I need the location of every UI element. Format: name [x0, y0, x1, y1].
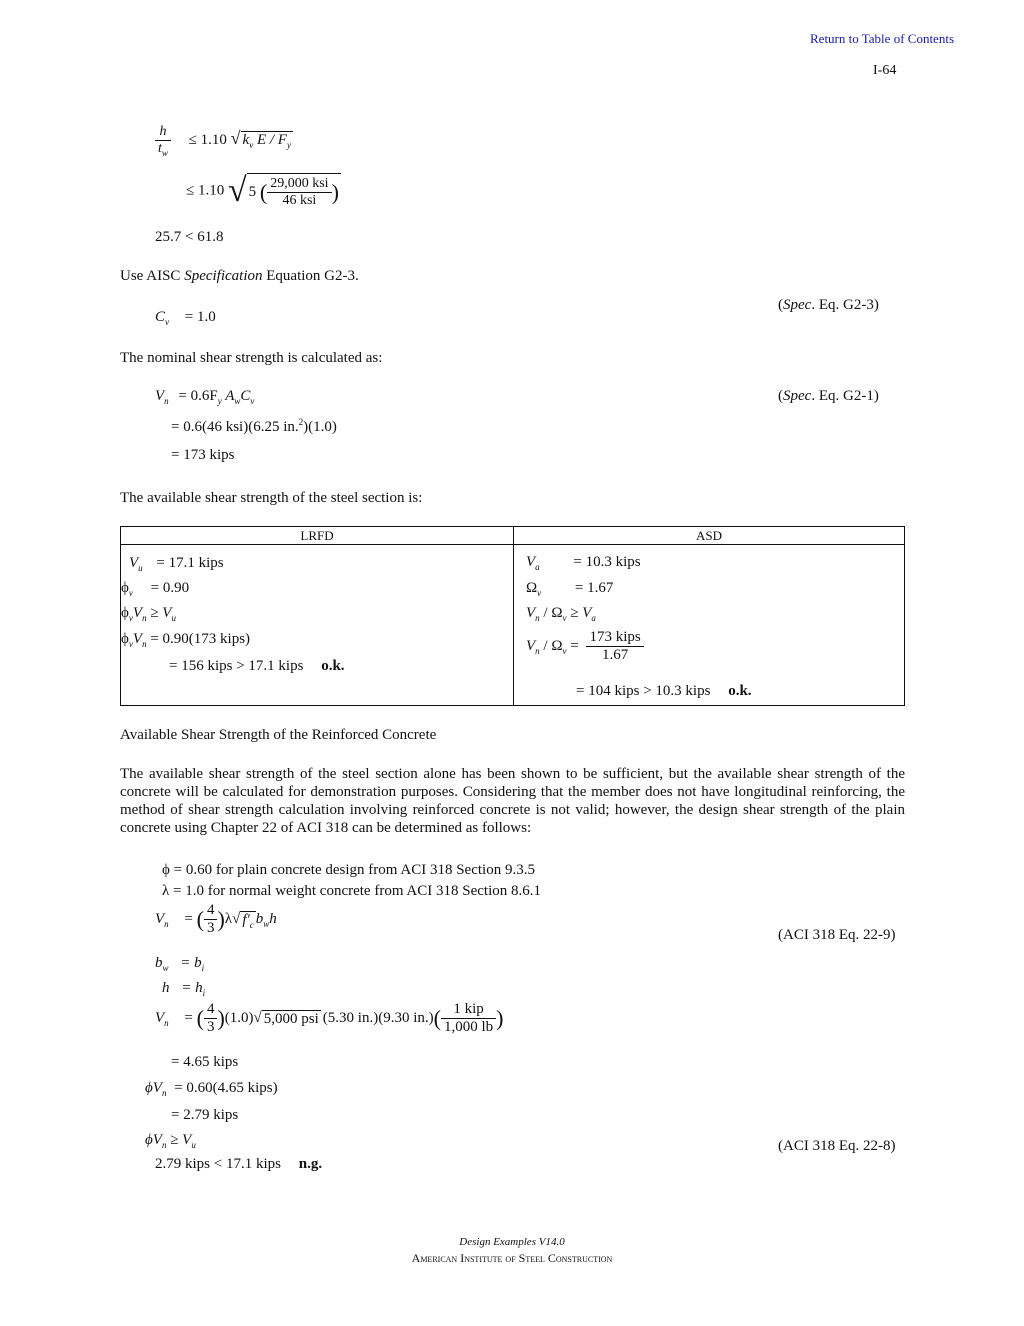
bw-equation: $b_w = b_i$	[155, 955, 205, 973]
spec-eq-g2-1-ref: (Spec. Eq. G2-1)	[778, 388, 879, 404]
lrfd-phi: $\phi_v = 0.90$	[121, 580, 190, 598]
available-strength-text: The available shear strength of the steel section is:	[120, 490, 423, 506]
lrfd-vu: $V_u = 17.1$ kips	[129, 555, 224, 573]
h-tw-equation: $\frac{h}{t_w}$ ≤ 1.10 √ $k_v$ E / $F_y$	[155, 124, 293, 157]
aci-vn-formula: $V_n$ = ( $\frac{4}{3}$ )λ√ $f'_c$ $b_wh$	[155, 902, 277, 936]
asd-requirement: $V_n / \Omega_v \ge V_a$	[526, 605, 596, 623]
ratio-limit-equation: ≤ 1.10 √ 5 ( $\frac{\text{29,000 ksi}}{\text{46 ksi}}$ )	[186, 172, 339, 209]
footer-institute: American Institute of Steel Construction	[411, 1251, 613, 1265]
phi-definition: ϕ = 0.60 for plain concrete design from ACI 318 Section 9.3.5	[162, 862, 535, 878]
footer-title: Design Examples V14.0	[459, 1236, 565, 1248]
lambda-definition: λ = 1.0 for normal weight concrete from ACI 318 Section 8.6.1	[162, 883, 541, 899]
lrfd-phivn: $\phi_vV_n = 0.90(173$ kips)	[121, 631, 251, 649]
lrfd-cell	[121, 545, 514, 706]
asd-omega: $\Omega_v = 1.67$	[526, 580, 614, 598]
ratio-result: 25.7 < 61.8	[155, 229, 224, 245]
asd-result: = 104 kips > 10.3 kips o.k.	[576, 683, 752, 699]
vn-substitution: = 0.6(46 ksi)(6.25 in.$^2$)(1.0)	[171, 417, 337, 435]
cv-equation: $C_v = 1.0$	[155, 309, 216, 327]
spec-eq-g2-3-ref: (Spec. Eq. G2-3)	[778, 297, 879, 313]
lrfd-result: = 156 kips > 17.1 kips o.k.	[169, 658, 345, 674]
vn-result: = 173 kips	[171, 447, 235, 463]
asd-cell	[514, 545, 905, 706]
lrfd-asd-table	[120, 526, 905, 706]
aci-eq-22-8-ref: (ACI 318 Eq. 22-8)	[778, 1138, 896, 1154]
phivn-requirement: $\phi V_n \ge V_u$	[145, 1132, 196, 1150]
aci-eq-22-9-ref: (ACI 318 Eq. 22-9)	[778, 927, 896, 943]
asd-allowable: $V_n / \Omega_v$ = $\frac{\text{173 kips}}{1.67}$	[526, 629, 644, 664]
aci-vn-result: = 4.65 kips	[171, 1054, 239, 1070]
final-check: 2.79 kips < 17.1 kips n.g.	[155, 1156, 323, 1172]
lrfd-requirement: $\phi_vV_n \ge V_u$	[121, 605, 176, 623]
nominal-shear-text: The nominal shear strength is calculated as:	[120, 350, 383, 366]
return-to-toc-link[interactable]: Return to Table of Contents	[810, 31, 954, 46]
asd-header: ASD	[514, 527, 905, 545]
phivn-equation: $\phi V_n = 0.60(4.65$ kips)	[145, 1080, 278, 1098]
aci-vn-substitution: $V_n$ = ( $\frac{4}{3}$ )(1.0)√ 5,000 psi (5.30 in.)(9.30 in.)( $\frac{\text{1 kip}}{1,000 lb}$ )	[155, 1001, 504, 1035]
asd-va: $V_a = 10.3$ kips	[526, 554, 641, 572]
vn-formula: $V_n = 0.6F_y$ $A_wC_v$	[155, 388, 255, 406]
page-number: I-64	[873, 63, 897, 78]
lrfd-header: LRFD	[121, 527, 514, 545]
phivn-result: = 2.79 kips	[171, 1107, 239, 1123]
h-equation: $h = h_i$	[162, 980, 206, 998]
concrete-heading: Available Shear Strength of the Reinforced Concrete	[120, 727, 437, 743]
use-spec-text: Use AISC Specification Equation G2-3.	[120, 268, 359, 284]
concrete-paragraph: The available shear strength of the steel section alone has been shown to be sufficient, but the available shear strength of the concrete will be calculated for demonstration purposes. Considering that the member does not have longitudinal reinforcing, the method of shear strength calculation involving reinforced concrete is not valid; however, the design shear strength of the plain concrete using Chapter 22 of ACI 318 can be determined as follows:	[120, 766, 905, 836]
